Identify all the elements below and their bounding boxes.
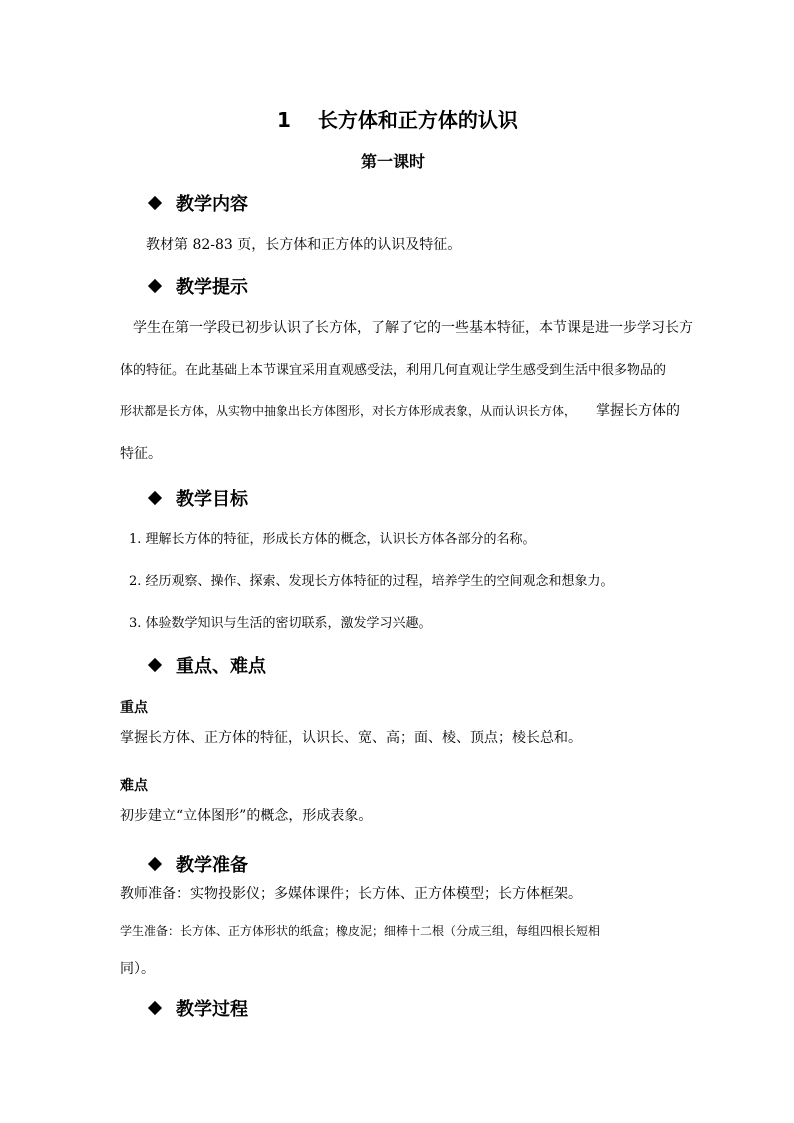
section-heading-key <box>150 652 266 678</box>
key-text: 掌握长方体、正方体的特征，认识长、宽、高；面、棱、顶点；棱长总和。 <box>120 730 582 746</box>
hint-line-1: 学生在第一学段已初步认识了长方体，了解了它的一些基本特征，本节课是进一步学习长方 <box>133 320 693 336</box>
section-heading-text: 教学过程 <box>176 999 248 1020</box>
section-heading-goals <box>150 485 248 511</box>
hint-line-3b: 掌握长方体的 <box>596 403 680 419</box>
hint-line-2: 体的特征。在此基础上本节课宜采用直观感受法，利用几何直观让学生感受到生活中很多物品的 <box>120 363 667 378</box>
prep-teacher: 教师准备：实物投影仪；多媒体课件；长方体、正方体模型；长方体框架。 <box>120 886 582 902</box>
hint-line-4: 特征。 <box>120 446 162 462</box>
goal-item-2: 2. 经历观察、操作、探索、发现长方体特征的过程，培养学生的空间观念和想象力。 <box>129 574 614 589</box>
diamond-bullet-icon <box>148 491 162 505</box>
lesson-subtitle: 第一课时 <box>361 152 426 171</box>
section-heading-text: 教学准备 <box>176 855 248 876</box>
goal-item-1: 1. 理解长方体的特征，形成长方体的概念，认识长方体各部分的名称。 <box>129 532 536 547</box>
goal-item-3: 3. 体验数学知识与生活的密切联系，激发学习兴趣。 <box>129 616 432 631</box>
section-heading-text: 重点、难点 <box>176 656 266 677</box>
section-heading-text: 教学提示 <box>176 277 248 298</box>
diamond-bullet-icon <box>148 279 162 293</box>
section-heading-prep <box>150 851 248 877</box>
prep-student-line-2: 同）。 <box>120 961 155 977</box>
section-heading-process <box>150 995 248 1021</box>
diamond-bullet-icon <box>148 196 162 210</box>
section-heading-text: 教学目标 <box>176 489 248 510</box>
key-label: 重点 <box>120 700 148 716</box>
section-heading-hint <box>150 273 248 299</box>
diamond-bullet-icon <box>148 658 162 672</box>
diamond-bullet-icon <box>148 857 162 871</box>
content-text: 教材第 82-83 页，长方体和正方体的认识及特征。 <box>146 237 462 253</box>
diamond-bullet-icon <box>148 1001 162 1015</box>
hint-line-3: 形状都是长方体，从实物中抽象出长方体图形，对长方体形成表象，从而认识长方体， <box>120 404 577 418</box>
prep-student-line-1: 学生准备：长方体、正方体形状的纸盒；橡皮泥；细棒十二根（分成三组，每组四根长短相 <box>120 924 601 938</box>
document-title: 1 长方体和正方体的认识 <box>277 108 518 132</box>
section-heading-content <box>150 190 248 216</box>
section-heading-text: 教学内容 <box>176 194 248 215</box>
hard-label: 难点 <box>120 778 148 794</box>
hard-text: 初步建立“立体图形”的概念，形成表象。 <box>120 808 373 824</box>
